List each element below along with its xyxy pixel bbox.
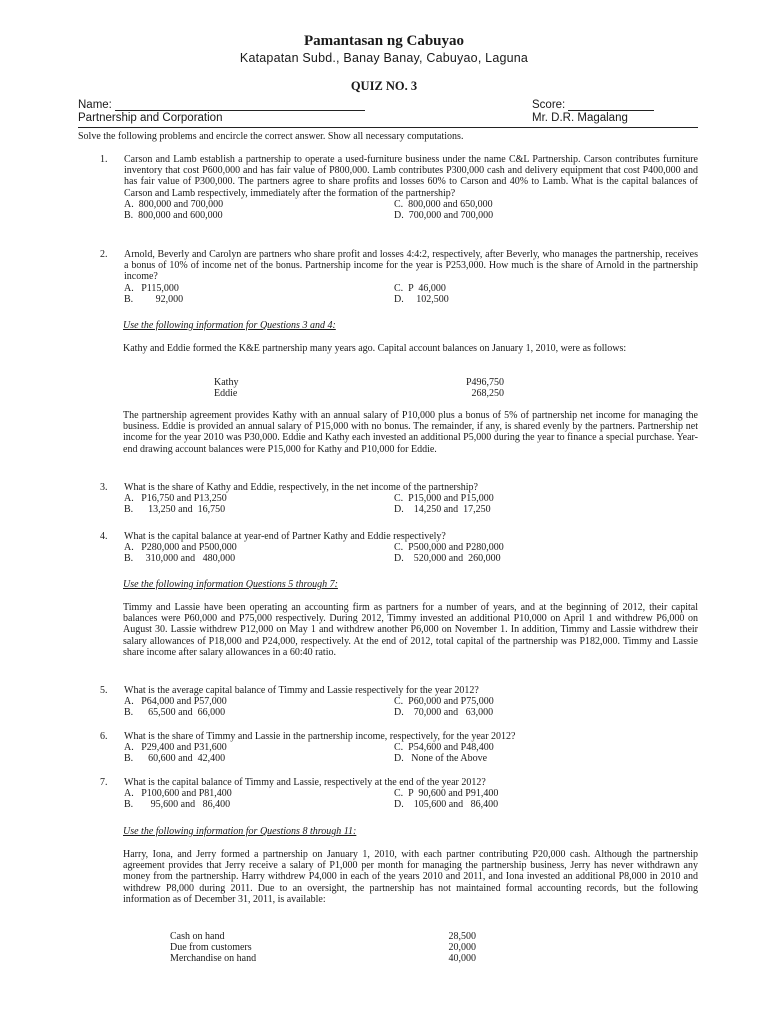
answer-options [124, 696, 698, 718]
score-label: Score: [532, 98, 566, 111]
name-label: Name: [78, 98, 112, 111]
option-b[interactable]: B. 800,000 and 600,000 [124, 210, 223, 222]
answer-options [124, 742, 698, 764]
subject-label: Partnership and Corporation [78, 112, 223, 124]
question-1 [100, 154, 698, 221]
question-number: 7. [100, 777, 108, 788]
ke-agreement: The partnership agreement provides Kathy with an annual salary of P10,000 plus a bonus of 5% of partnership net income for managing the business. Eddie is provided an annual salary of P15,000 with no bonus. The remainder, if any, is shared evenly by the partners. Partnership net income for the year 2010 was P30,000. Eddie and Kathy each invested an additional P5,000 during the year to finance a special purchase. Year-end drawing account balances were P15,000 for Kathy and P10,000 for Eddie. [123, 410, 698, 455]
partner-name: Kathy [214, 377, 239, 388]
option-c[interactable]: C. P54,600 and P48,400 [394, 742, 494, 754]
ke-intro: Kathy and Eddie formed the K&E partnership many years ago. Capital account balances on January 1, 2010, were as follows: [123, 343, 627, 354]
available-info-table [170, 931, 476, 965]
item-label: Merchandise on hand [170, 953, 257, 965]
question-3 [100, 482, 698, 516]
item-amount: 28,500 [448, 931, 476, 942]
option-b[interactable]: B. 13,250 and 16,750 [124, 504, 226, 516]
option-d[interactable]: D. None of the Above [394, 753, 488, 765]
question-text: Arnold, Beverly and Carolyn are partners who share profit and losses 4:4:2, respectively, after Beverly, who manages the partnership, receives a bonus of 10% of income net of the bonus. Partnership income for the year is P253,000. How much is the share of Arnold in the partnership income? [124, 249, 698, 283]
table-row [170, 942, 476, 953]
option-c[interactable]: C. 800,000 and 650,000 [394, 198, 493, 210]
score-field [532, 99, 654, 111]
school-address: Katapatan Subd., Banay Banay, Cabuyao, Laguna [239, 51, 529, 65]
hij-info: Harry, Iona, and Jerry formed a partnership on January 1, 2010, with each partner contributing P20,000 cash. Although the partnership agreement provides that Jerry receive a salary of P1,000 per month for managing the partnership business, Jerry has never withdrawn any money from the partnership. Harry withdrew P4,000 in each of the years 2010 and 2011, and Iona invested an additional P8,000 in 2010 and withdrew P8,000 during 2011. Due to an oversight, the partnership has not maintained formal accounting records, but the following information as of December 31, 2011, is available: [123, 849, 698, 905]
option-a[interactable]: A. P64,000 and P57,000 [124, 696, 227, 708]
option-b[interactable]: B. 95,600 and 86,400 [124, 799, 231, 811]
answer-options [124, 283, 698, 305]
question-7 [100, 777, 698, 811]
option-a[interactable]: A. P280,000 and P500,000 [124, 542, 237, 554]
instructor-label: Mr. D.R. Magalang [532, 112, 628, 124]
question-number: 2. [100, 249, 108, 260]
partner-amount: 268,250 [471, 388, 504, 400]
table-row [170, 953, 476, 964]
question-6 [100, 731, 698, 765]
option-d[interactable]: D. 70,000 and 63,000 [394, 707, 494, 719]
question-text: What is the average capital balance of Timmy and Lassie respectively for the year 2012? [124, 685, 479, 696]
option-b[interactable]: B. 65,500 and 66,000 [124, 707, 226, 719]
option-d[interactable]: D. 105,600 and 86,400 [394, 799, 499, 811]
option-c[interactable]: C. P 46,000 [394, 282, 446, 294]
option-b[interactable]: B. 92,000 [124, 293, 184, 305]
table-row [214, 377, 504, 388]
header-rule [78, 127, 698, 128]
question-number: 3. [100, 482, 108, 493]
option-d[interactable]: D. 14,250 and 17,250 [394, 504, 491, 516]
option-d[interactable]: D. 700,000 and 700,000 [394, 210, 494, 222]
answer-options [124, 493, 698, 515]
timmy-lassie-info: Timmy and Lassie have been operating an accounting firm as partners for a number of years, and at the beginning of 2012, their capital balances were P60,000 and P75,000 respectively. During 2012, Timmy invested an additional P10,000 on April 1 and withdrew P6,000 on August 30. Lassie withdrew P12,000 on May 1 and withdrew another P6,000 on November 1. In addition, Timmy and Lassie withdrew their salary allowances of P18,000 and P24,000, respectively. At the end of 2012, total capital of the partnership was P182,000. Timmy and Lassie share income after salary allowances in a 60:40 ratio. [123, 602, 698, 658]
question-text: What is the share of Timmy and Lassie in the partnership income, respectively, for the year 2012? [124, 731, 516, 742]
option-c[interactable]: C. P500,000 and P280,000 [394, 542, 504, 554]
option-b[interactable]: B. 310,000 and 480,000 [124, 553, 236, 565]
question-number: 5. [100, 685, 108, 696]
answer-options [124, 199, 698, 221]
info-note-q3-4: Use the following information for Questions 3 and 4: [123, 320, 336, 331]
option-d[interactable]: D. 520,000 and 260,000 [394, 553, 501, 565]
partner-amount: P496,750 [465, 377, 504, 388]
ke-balances-table [214, 377, 504, 399]
item-amount: 40,000 [448, 953, 476, 965]
item-label: Cash on hand [170, 931, 225, 942]
option-a[interactable]: A. P100,600 and P81,400 [124, 788, 232, 800]
question-5 [100, 685, 698, 719]
question-text: What is the share of Kathy and Eddie, respectively, in the net income of the partnership? [124, 482, 478, 493]
option-a[interactable]: A. P115,000 [124, 282, 179, 294]
table-row [214, 388, 504, 399]
question-number: 1. [100, 154, 108, 165]
school-name: Pamantasan ng Cabuyao [303, 33, 465, 49]
item-amount: 20,000 [448, 942, 476, 954]
question-4 [100, 531, 698, 565]
name-field [78, 99, 365, 111]
info-note-q8-11: Use the following information for Questions 8 through 11: [123, 826, 357, 837]
option-d[interactable]: D. 102,500 [394, 293, 449, 305]
name-blank [115, 99, 365, 111]
option-a[interactable]: A. P16,750 and P13,250 [124, 493, 227, 505]
question-number: 4. [100, 531, 108, 542]
answer-options [124, 542, 698, 564]
partner-name: Eddie [214, 388, 238, 400]
option-a[interactable]: A. 800,000 and 700,000 [124, 198, 224, 210]
question-number: 6. [100, 731, 108, 742]
info-note-q5-7: Use the following information Questions 5 through 7: [123, 579, 338, 590]
option-b[interactable]: B. 60,600 and 42,400 [124, 753, 226, 765]
instructions: Solve the following problems and encircle the correct answer. Show all necessary computations. [78, 131, 464, 142]
option-c[interactable]: C. P 90,600 and P91,400 [394, 788, 499, 800]
question-text: What is the capital balance of Timmy and Lassie, respectively at the end of the year 2012? [124, 777, 486, 788]
option-c[interactable]: C. P15,000 and P15,000 [394, 493, 494, 505]
score-blank [568, 99, 654, 111]
question-text: Carson and Lamb establish a partnership to operate a used-furniture business under the name C&L Partnership. Carson contributes furniture inventory that cost P600,000 and has fair value of P800,000. Lamb contributes P300,000 cash and delivery equipment that cost P400,000 and has fair value of P300,000. The partners agree to share profits and losses 60% to Carson and 40% to Lamb. What is the capital balances of Carson and Lamb respectively, immediately after the formation of the partnership? [124, 154, 698, 199]
item-label: Due from customers [170, 942, 252, 954]
question-text: What is the capital balance at year-end of Partner Kathy and Eddie respectively? [124, 531, 446, 542]
option-c[interactable]: C. P60,000 and P75,000 [394, 696, 494, 708]
question-2 [100, 249, 698, 305]
table-row [170, 931, 476, 942]
quiz-title: QUIZ NO. 3 [350, 79, 418, 93]
answer-options [124, 788, 698, 810]
option-a[interactable]: A. P29,400 and P31,600 [124, 742, 227, 754]
